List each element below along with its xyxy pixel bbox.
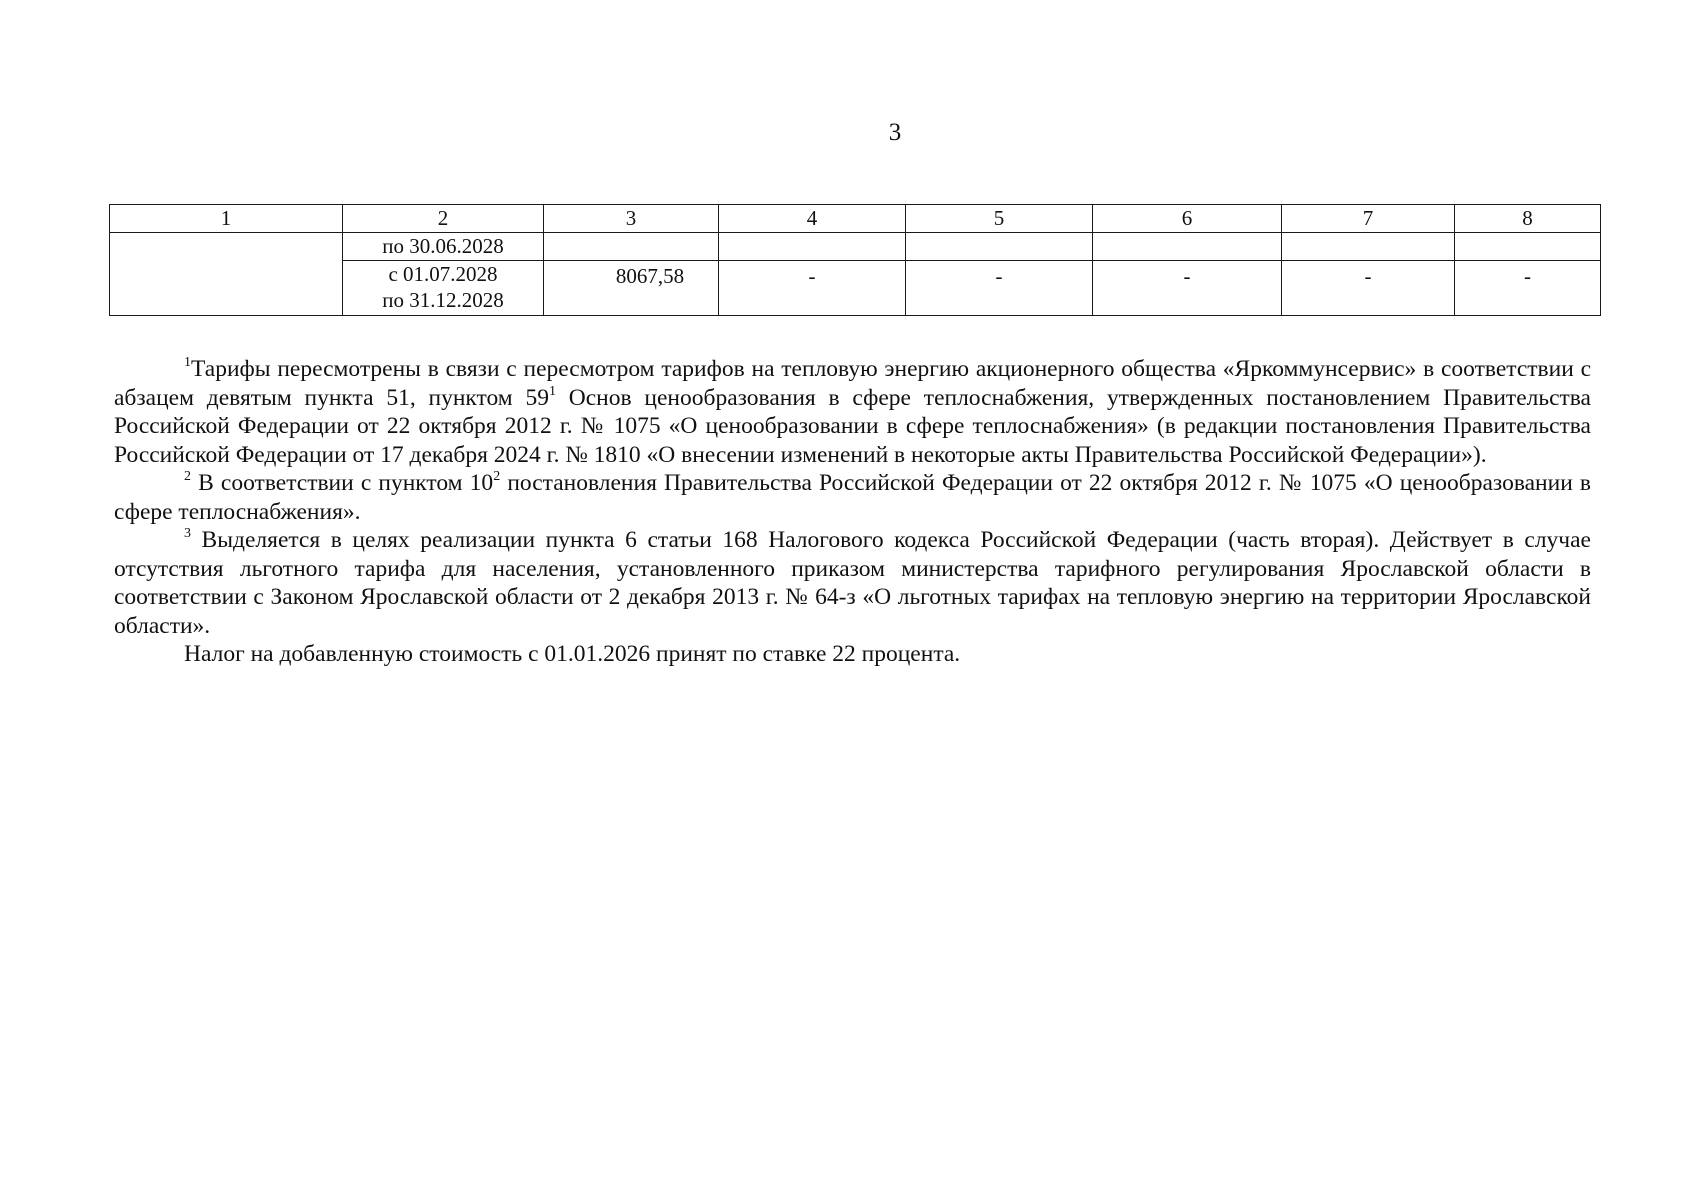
footnote-mark: 2: [184, 469, 191, 484]
page-number: 3: [888, 119, 902, 146]
superscript-index: 2: [493, 469, 501, 484]
period-line: по 30.06.2028: [382, 234, 504, 258]
superscript-index: 1: [548, 383, 556, 399]
footnotes: [114, 355, 1591, 669]
period-cell: [343, 233, 544, 261]
column-number-6: 6: [1093, 205, 1282, 233]
tariff-cell: [1282, 233, 1455, 261]
column-number-8: 8: [1455, 205, 1601, 233]
organization-cell: [110, 233, 343, 316]
tariff-value-cell: [544, 233, 719, 261]
footnote-1: $^1$Тарифы пересмотрены в связи с пересмотром тарифов на тепловую энергию акционерного общества «Яркоммунсервис» в соответствии с абзацем девятым пункта 51, пунктом $59^1$ Основ ценообразования в сфере теплоснабжения, утвержденных постановлением Правительства Российской Федерации от 22 октября 2012 г. № 1075 «О ценообразовании в сфере теплоснабжения» (в редакции постановления Правительства Российской Федерации от 17 декабря 2024 г. № 1810 «О внесении изменений в некоторые акты Правительства Российской Федерации»).: [114, 355, 1591, 468]
period-cell: [343, 261, 544, 316]
column-number-3: 3: [544, 205, 719, 233]
tariff-cell: -: [1093, 261, 1282, 316]
table-header-row: [110, 205, 1601, 233]
vat-note: Налог на добавленную стоимость с 01.01.2026 принят по ставке 22 процента.: [184, 641, 961, 667]
tariff-cell: -: [1282, 261, 1455, 316]
tariff-cell: -: [1455, 261, 1601, 316]
tariff-cell: [906, 233, 1093, 261]
column-number-4: 4: [719, 205, 906, 233]
footnote-mark: 3: [184, 526, 191, 541]
footnote-mark: 1: [184, 355, 191, 370]
table-row: [110, 233, 1601, 261]
period-line: с 01.07.2028: [388, 262, 498, 286]
column-number-1: 1: [110, 205, 343, 233]
tariff-table: [109, 204, 1601, 316]
tariff-cell: [719, 233, 906, 261]
period-line: по 31.12.2028: [382, 288, 504, 312]
column-number-2: 2: [343, 205, 544, 233]
footnote-3: $^3$ Выделяется в целях реализации пункта 6 статьи 168 Налогового кодекса Российской Федерации (часть вторая). Действует в случае отсутствия льготного тарифа для населения, установленного приказом министерства тарифного регулирования Ярославской области в соответствии с Законом Ярославской области от 2 декабря 2013 г. № 64-з «О льготных тарифах на тепловую энергию на территории Ярославской области».: [114, 526, 1591, 639]
tariff-cell: -: [906, 261, 1093, 316]
tariff-cell: -: [719, 261, 906, 316]
tariff-cell: [1455, 233, 1601, 261]
column-number-5: 5: [906, 205, 1093, 233]
column-number-7: 7: [1282, 205, 1455, 233]
footnote-2: $^2$ В соответствии с пунктом $10^2$ постановления Правительства Российской Федерации от 22 октября 2012 г. № 1075 «О ценообразовании в сфере теплоснабжения».: [114, 469, 1591, 525]
tariff-cell: [1093, 233, 1282, 261]
tariff-value-cell: 8067,58: [544, 261, 719, 316]
